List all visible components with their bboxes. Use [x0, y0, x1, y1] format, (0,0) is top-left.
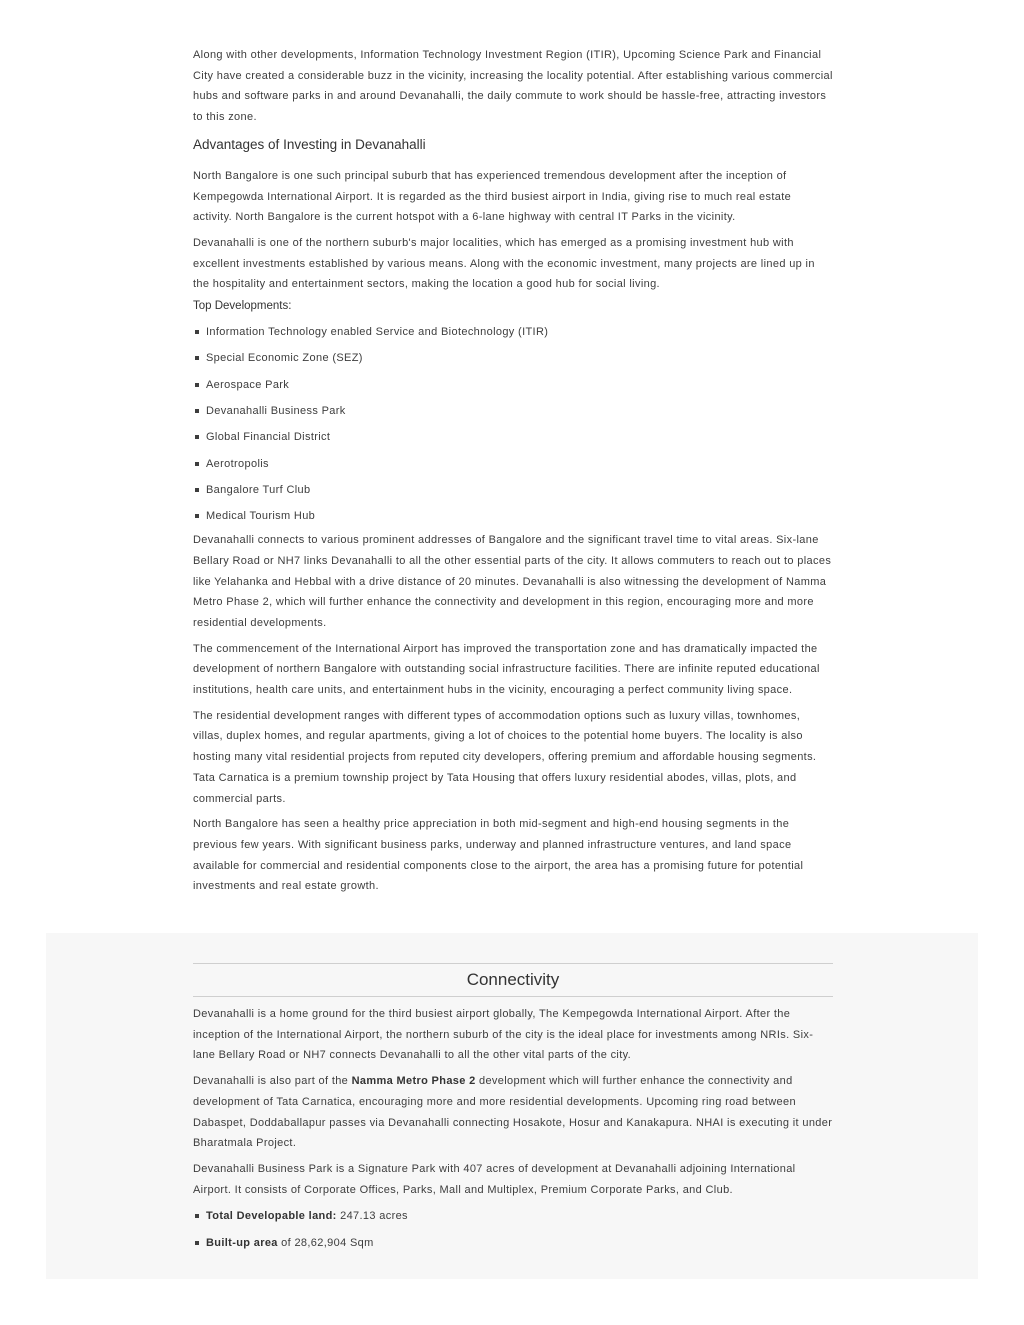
bullet-icon — [195, 1241, 199, 1245]
list-item — [193, 1208, 833, 1224]
list-item — [193, 324, 833, 340]
connectivity-section — [193, 963, 833, 1261]
infrastructure-paragraph: The commencement of the International Airport has improved the transportation zone and has dramatically impacted the development of northern Bangalore with outstanding social infrastructure facilities. There are infinite reputed educational institutions, health care units, and entertainment hubs in the vicinity, encouraging a perfect community living space. — [193, 642, 820, 697]
list-item — [193, 1235, 833, 1251]
list-item — [193, 377, 833, 393]
connectivity-paragraph: Devanahalli is a home ground for the third busiest airport globally, The Kempegowda International Airport. After the inception of the International Airport, the northern suburb of the city is the ideal place for investments among NRIs. Six-lane Bellary Road or NH7 connects Devanahalli to all the other vital parts of the city. — [193, 1008, 814, 1062]
bullet-icon — [195, 330, 199, 334]
metro-phase-highlight: Namma Metro Phase 2 — [351, 1075, 476, 1088]
list-item-text: Information Technology enabled Service and Biotechnology (ITIR) — [206, 326, 549, 339]
fact-value: 247.13 acres — [336, 1210, 408, 1223]
fact-label: Built-up area — [206, 1236, 278, 1249]
price-appreciation-paragraph: North Bangalore has seen a healthy price appreciation in both mid-segment and high-end housing segments in the previous few years. With significant business parks, underway and planned infrastructure ventures, and land space available for commercial and residential components close to the airport, the area has a promising future for potential investments and real estate growth. — [193, 818, 804, 893]
metro-paragraph — [193, 1071, 833, 1154]
list-item-text: Bangalore Turf Club — [206, 483, 311, 496]
metro-paragraph-suffix: development which will further enhance the connectivity and development of Tata Carnatica, encouraging more and more residential developments. Upcoming ring road between Dabaspet, Doddaballapur passes via Devanahalli connecting Hosakote, Hosur and Kanakapura. NHAI is executing it under Bharatmala Project. — [193, 1075, 833, 1150]
bullet-icon — [195, 409, 199, 413]
list-item-text: Aerotropolis — [206, 457, 269, 470]
advantages-paragraph: North Bangalore is one such principal suburb that has experienced tremendous development after the inception of Kempegowda International Airport. It is regarded as the third busiest airport in India, giving rise to much real estate activity. North Bangalore is the current hotspot with a 6-lane highway with central IT Parks in the vicinity. — [193, 169, 792, 224]
list-item — [193, 403, 833, 419]
list-item-text: Medical Tourism Hub — [206, 510, 316, 523]
article-upper — [193, 45, 833, 902]
list-item-text: Devanahalli Business Park — [206, 404, 346, 417]
connectivity-title: Connectivity — [466, 970, 560, 989]
bullet-icon — [195, 435, 199, 439]
top-developments-list — [193, 324, 833, 524]
residential-paragraph: The residential development ranges with different types of accommodation options such as luxury villas, townhomes, villas, duplex homes, and regular apartments, giving a lot of choices to the potential home buyers. The locality is also hosting many vital residential projects from reputed city developers, offering premium and affordable housing segments. Tata Carnatica is a premium township project by Tata Housing that offers luxury residential abodes, villas, plots, and commercial parts. — [193, 709, 817, 805]
metro-paragraph-prefix: Devanahalli is also part of the — [193, 1075, 352, 1088]
list-item — [193, 508, 833, 524]
connectivity-title-bar — [193, 963, 833, 997]
list-item — [193, 456, 833, 472]
bullet-icon — [195, 488, 199, 492]
bullet-icon — [195, 356, 199, 360]
list-item — [193, 350, 833, 366]
list-item-text: Global Financial District — [206, 431, 331, 444]
bullet-icon — [195, 1214, 199, 1218]
intro-paragraph: Along with other developments, Information Technology Investment Region (ITIR), Upcoming Science Park and Financial City have created a considerable buzz in the vicinity, increasing the locality potential. After establishing various commercial hubs and software parks in and around Devanahalli, the daily commute to work should be hassle-free, attracting investors to this zone. — [193, 49, 833, 124]
business-park-facts-list — [193, 1208, 833, 1250]
list-item-text: Special Economic Zone (SEZ) — [206, 352, 363, 365]
connectivity-overview-paragraph: Devanahalli connects to various prominent addresses of Bangalore and the significant travel time to vital areas. Six-lane Bellary Road or NH7 links Devanahalli to all the other essential parts of the city. It allows commuters to reach out to places like Yelahanka and Hebbal with a drive distance of 20 minutes. Devanahalli is also witnessing the development of Namma Metro Phase 2, which will further enhance the connectivity and development in this region, encouraging more and more residential developments. — [193, 534, 832, 629]
business-park-paragraph: Devanahalli Business Park is a Signature Park with 407 acres of development at Devanahalli adjoining International Airport. It consists of Corporate Offices, Parks, Mall and Multiplex, Premium Corporate Parks, and Club. — [193, 1162, 796, 1196]
bullet-icon — [195, 514, 199, 518]
bullet-icon — [195, 462, 199, 466]
top-developments-label: Top Developments: — [193, 300, 292, 313]
advantages-paragraph: Devanahalli is one of the northern suburb's major localities, which has emerged as a promising investment hub with excellent investments established by various means. Along with the economic investment, many projects are lined up in the hospitality and entertainment sectors, making the location a good hub for social living. — [193, 236, 815, 291]
list-item — [193, 482, 833, 498]
advantages-heading: Advantages of Investing in Devanahalli — [193, 136, 426, 152]
bullet-icon — [195, 383, 199, 387]
fact-label: Total Developable land: — [206, 1210, 337, 1223]
fact-value: of 28,62,904 Sqm — [277, 1236, 374, 1249]
list-item-text: Aerospace Park — [206, 378, 290, 391]
list-item — [193, 429, 833, 445]
